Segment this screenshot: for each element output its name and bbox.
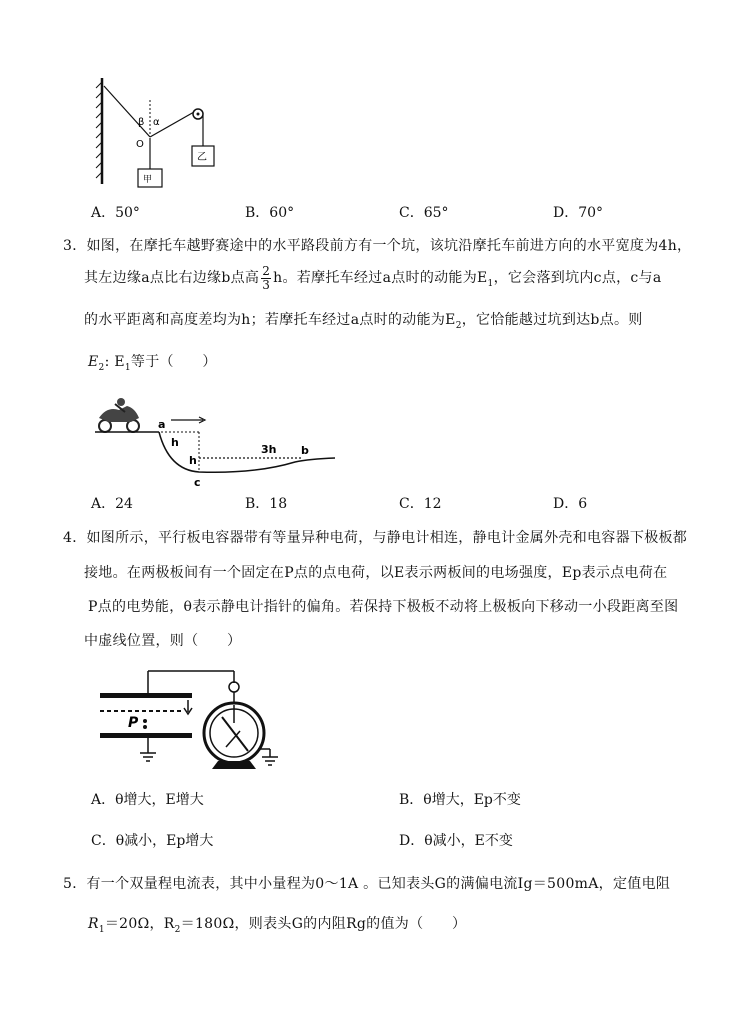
q3-fraction xyxy=(261,265,271,292)
q3-line-4-sub1: 2 xyxy=(98,362,105,373)
q3-line-4b: : E xyxy=(104,354,125,370)
q5-line-2a: R xyxy=(88,916,99,932)
point-charge-p xyxy=(128,715,147,731)
q3-line-3b: ，它恰能越过坑到达b点。则 xyxy=(461,312,643,328)
q3-line-4 xyxy=(88,352,217,378)
q4-option-a: A．θ增大，E增大 xyxy=(91,792,204,808)
q3-frac-den: 3 xyxy=(262,277,271,292)
q4-line-4: 中虚线位置，则（ ） xyxy=(84,633,242,649)
q3-label-a: a xyxy=(158,418,166,431)
q2-option-b: B．60° xyxy=(245,205,295,221)
q2-box-right-label: 乙 xyxy=(197,152,207,163)
q3-frac-num: 2 xyxy=(262,263,271,278)
q2-option-c: C．65° xyxy=(399,205,449,221)
q3-line-3a: 的水平距离和高度差均为h；若摩托车经过a点时的动能为E xyxy=(84,312,456,328)
q2-pulley-figure xyxy=(90,72,240,194)
q3-line-3 xyxy=(84,310,643,336)
q3-pit-figure xyxy=(95,392,340,490)
q5-line-2 xyxy=(88,914,466,940)
q4-line-2: 接地。在两极板间有一个固定在P点的点电荷，以E表示两板间的电场强度，Ep表示点电荷在 xyxy=(84,565,668,581)
q5-line-2c: ＝180Ω，则表头G的内阻Rg的值为（ ） xyxy=(180,916,467,932)
q4-line-1: 4．如图所示，平行板电容器带有等量异种电荷，与静电计相连，静电计金属外壳和电容器下极板都 xyxy=(63,530,688,546)
q4-capacitor-figure xyxy=(98,665,308,777)
q4-option-b: B．θ增大，Ep不变 xyxy=(399,792,521,808)
q2-option-d: D．70° xyxy=(553,205,604,221)
q3-option-b: B．18 xyxy=(245,496,288,512)
q3-line-3-sub: 2 xyxy=(455,320,462,331)
q4-label-p: P xyxy=(128,715,139,731)
q5-line-2-sub1: 1 xyxy=(98,924,105,935)
q3-line-4-sub2: 1 xyxy=(124,362,131,373)
q4-option-c: C．θ减小，Ep增大 xyxy=(91,833,214,849)
q2-label-o: O xyxy=(136,139,144,150)
q3-label-b: b xyxy=(301,444,309,457)
q3-label-h2: h xyxy=(189,454,197,467)
q2-box-left-label: 甲 xyxy=(143,175,153,185)
q3-option-a: A．24 xyxy=(91,496,133,512)
q3-line-2b: h。若摩托车经过a点时的动能为E xyxy=(273,270,488,286)
q3-line-2a: 其左边缘a点比右边缘b点高 xyxy=(84,270,260,286)
motorcycle-icon xyxy=(99,398,139,432)
q5-line-2b: ＝20Ω，R xyxy=(104,916,175,932)
q3-line-2c: ，它会落到坑内c点，c与a xyxy=(493,270,662,286)
q3-line-2 xyxy=(84,262,662,300)
q3-label-3h: 3h xyxy=(261,443,277,456)
q3-label-h1: h xyxy=(171,436,179,449)
q3-option-c: C．12 xyxy=(399,496,442,512)
q3-line-4c: 等于（ ） xyxy=(130,354,217,370)
q4-option-d: D．θ减小，E不变 xyxy=(399,833,513,849)
q2-label-beta: β xyxy=(138,117,145,128)
q3-line-2-sub: 1 xyxy=(487,278,494,289)
q5-line-1: 5．有一个双量程电流表，其中小量程为0～1A 。已知表头G的满偏电流Ig＝500mA，定值电阻 xyxy=(63,876,671,892)
q3-line-1: 3．如图，在摩托车越野赛途中的水平路段前方有一个坑，该坑沿摩托车前进方向的水平宽度为4h， xyxy=(63,238,692,254)
q3-label-c: c xyxy=(194,476,201,489)
q4-line-3: P点的电势能，θ表示静电计指针的偏角。若保持下极板不动将上极板向下移动一小段距离至图 xyxy=(88,599,679,615)
q3-line-4a: E xyxy=(88,354,99,370)
q5-line-2-sub2: 2 xyxy=(174,924,181,935)
q2-option-a: A．50° xyxy=(91,205,140,221)
q3-option-d: D．6 xyxy=(553,496,588,512)
q2-label-alpha: α xyxy=(153,117,160,128)
